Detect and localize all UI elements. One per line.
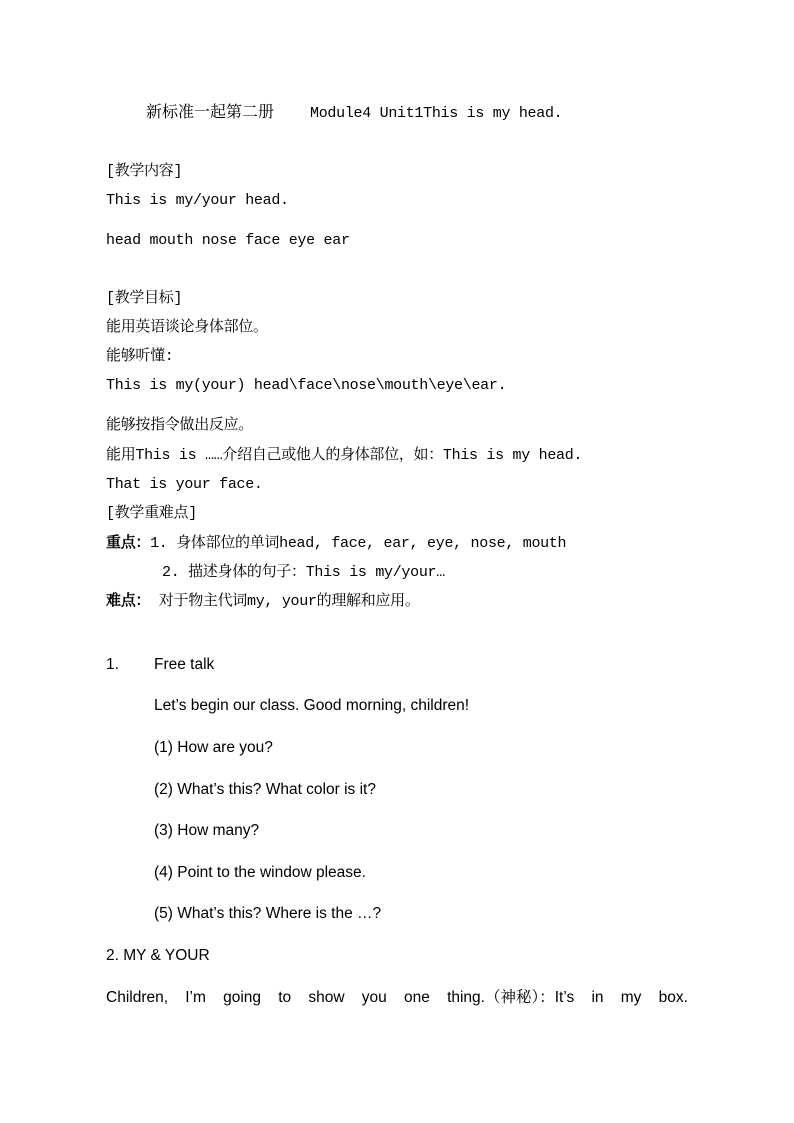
step2-word: show bbox=[308, 989, 345, 1006]
step2-word: Children, bbox=[106, 989, 169, 1006]
goal-line-3: This is my(your) head\face\nose\mouth\eye\ear. bbox=[106, 377, 507, 394]
question-1: (1) How are you? bbox=[154, 739, 273, 756]
step2-word: going bbox=[223, 989, 262, 1006]
question-2: (2) What’s this? What color is it? bbox=[154, 781, 376, 798]
goal-line-5: 能用This is ……介绍自己或他人的身体部位，如：This is my head. bbox=[106, 447, 583, 464]
step2-word: box. bbox=[658, 989, 688, 1006]
goal-line-2: 能够听懂: bbox=[106, 348, 174, 365]
step1-title: Free talk bbox=[154, 656, 215, 673]
content-sentence: This is my/your head. bbox=[106, 192, 289, 209]
step2-word: thing.（神秘）：It’s bbox=[447, 989, 575, 1006]
content-vocabulary: head mouth nose face eye ear bbox=[106, 232, 350, 249]
title-chinese: 新标准一起第二册 bbox=[146, 104, 275, 121]
page-title bbox=[146, 103, 562, 124]
keypoint-row-difficult bbox=[106, 592, 420, 612]
step2-sentence bbox=[106, 988, 688, 1008]
goal-line-4: 能够按指令做出反应。 bbox=[106, 417, 254, 434]
step1-number: 1. bbox=[106, 656, 119, 673]
step1-intro: Let’s begin our class. Good morning, children! bbox=[154, 697, 470, 714]
question-3: (3) How many? bbox=[154, 822, 260, 839]
title-english: Module4 Unit1This is my head. bbox=[310, 105, 563, 122]
goal-line-1: 能用英语谈论身体部位。 bbox=[106, 319, 268, 336]
section-heading-content: [教学内容] bbox=[106, 163, 183, 180]
question-4: (4) Point to the window please. bbox=[154, 864, 366, 881]
step2-word: one bbox=[403, 989, 430, 1006]
section-heading-keypoints: [教学重难点] bbox=[106, 505, 197, 522]
step2-word: you bbox=[361, 989, 387, 1006]
keypoint-row-1 bbox=[106, 534, 566, 554]
key-item-1: 1. 身体部位的单词head, face, ear, eye, nose, mouth bbox=[150, 535, 567, 552]
question-5: (5) What’s this? Where is the …? bbox=[154, 905, 382, 922]
goal-line-6: That is your face. bbox=[106, 476, 263, 493]
step2-word: I’m bbox=[185, 989, 206, 1006]
section-heading-goals: [教学目标] bbox=[106, 290, 183, 307]
step2-word: my bbox=[620, 989, 642, 1006]
step2-word: to bbox=[278, 989, 292, 1006]
difficult-label: 难点： bbox=[106, 593, 151, 610]
key-label: 重点： bbox=[106, 535, 151, 552]
step2-title: 2. MY & YOUR bbox=[106, 947, 210, 964]
step2-word: in bbox=[591, 989, 604, 1006]
key-item-2: 2. 描述身体的句子：This is my/your… bbox=[162, 564, 445, 581]
difficult-text: 对于物主代词my, your的理解和应用。 bbox=[150, 593, 420, 610]
